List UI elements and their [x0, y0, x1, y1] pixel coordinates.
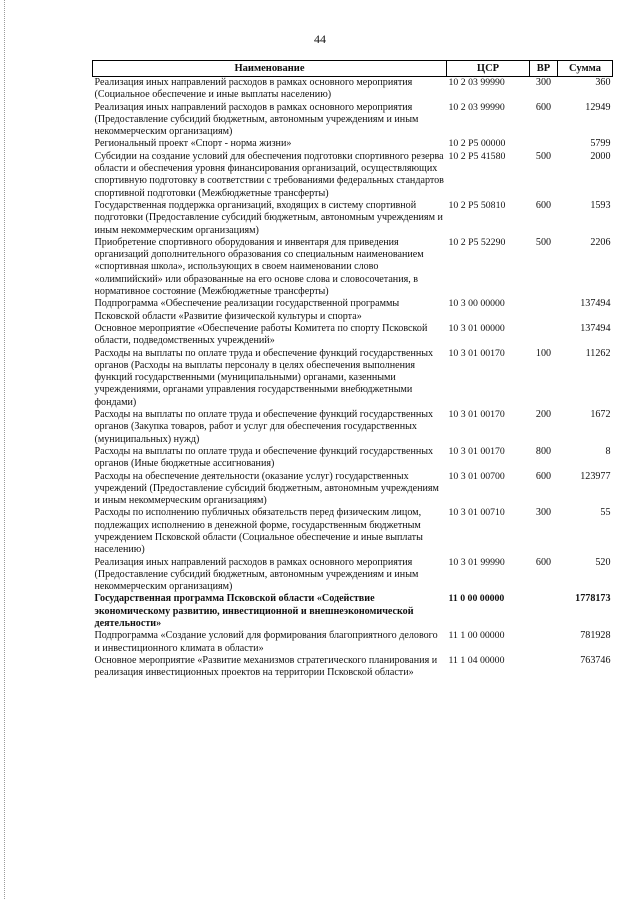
table-row: [93, 77, 613, 102]
row-code: 11 1 04 00000: [448, 654, 505, 666]
row-name: Государственная поддержка организаций, входящих в систему спортивной подготовки (Предоставление субсидий бюджетным, автономным учреждениям и иным некоммерческим организациям): [94, 199, 443, 236]
table-header-row: [93, 61, 613, 77]
page-number: 44: [314, 32, 326, 46]
row-code: 10 2 P5 50810: [448, 199, 506, 211]
row-sum: 137494: [580, 298, 611, 310]
header-name: Наименование: [93, 61, 447, 77]
table-row: [93, 655, 613, 680]
row-vr: [530, 138, 558, 150]
row-sum: 8: [605, 445, 611, 457]
header-vr: ВР: [530, 61, 558, 77]
table-row: [93, 507, 613, 556]
row-vr: 100: [535, 347, 552, 359]
row-name: Расходы по исполнению публичных обязательств перед физическим лицом, подлежащих исполнению в денежной форме, государственным бюджетным учреждением Псковской области (Социальное обеспечение и иные выплаты населению): [94, 507, 423, 556]
table-row: [93, 151, 613, 200]
row-sum: 1672: [590, 409, 611, 421]
row-name: Приобретение спортивного оборудования и инвентаря для приведения организаций дополнительного образования со специальным наименованием «спортивная школа», использующих в своем наименовании слово «олимпийский» или образованные на его основе слова и словосочетания, в нормативное состояние (Межбюджетные трансферты): [94, 236, 424, 298]
row-vr: 300: [535, 77, 552, 88]
row-vr: 300: [535, 507, 552, 519]
row-sum: 12949: [585, 101, 611, 113]
row-code: 10 2 P5 00000: [448, 138, 506, 150]
row-sum: 11262: [585, 347, 611, 359]
row-vr: [530, 655, 558, 680]
table-row: [93, 138, 613, 150]
row-vr: 800: [535, 445, 552, 457]
row-vr: 600: [535, 556, 552, 568]
row-code: 10 2 P5 52290: [448, 236, 506, 248]
row-code: 10 3 01 99990: [448, 556, 505, 568]
row-code: 11 0 00 00000: [448, 593, 505, 605]
row-name: Реализация иных направлений расходов в рамках основного мероприятия (Предоставление субсидий бюджетным, автономным учреждениям и иным некоммерческим организациям): [94, 101, 419, 138]
row-sum: 781928: [580, 630, 611, 642]
row-vr: [530, 593, 558, 630]
row-code: 10 3 01 00000: [448, 322, 505, 334]
row-sum: 123977: [580, 470, 611, 482]
row-sum: 520: [595, 556, 611, 568]
row-name: Расходы на обеспечение деятельности (оказание услуг) государственных учреждений (Предоставление субсидий бюджетным, автономным учреждениям и иным некоммерческим организациям): [94, 470, 439, 507]
row-name: Основное мероприятие «Обеспечение работы Комитета по спорту Псковской области, подведомственных учреждений»: [94, 322, 428, 347]
row-name: Реализация иных направлений расходов в рамках основного мероприятия (Предоставление субсидий бюджетным, автономным учреждениям и иным некоммерческим организациям): [94, 556, 419, 593]
table-row: [93, 348, 613, 409]
table-row: [93, 237, 613, 298]
row-name: Подпрограмма «Обеспечение реализации государственной программы Псковской области «Развитие физической культуры и спорта»: [94, 298, 400, 322]
table-row: [93, 630, 613, 655]
row-code: 10 3 01 00170: [448, 409, 505, 421]
table-row: [93, 323, 613, 348]
table-row: [93, 102, 613, 139]
row-code: 10 3 01 00170: [448, 445, 505, 457]
row-name: Подпрограмма «Создание условий для формирования благоприятного делового и инвестиционного климата в области»: [94, 630, 438, 654]
row-code: 10 2 P5 41580: [448, 150, 506, 162]
row-sum: 55: [600, 507, 611, 519]
row-vr: [530, 298, 558, 323]
row-sum: 137494: [580, 322, 611, 334]
row-sum: 5799: [590, 138, 611, 150]
row-name: Расходы на выплаты по оплате труда и обеспечение функций государственных органов (Иные бюджетные ассигнования): [94, 445, 434, 470]
row-code: 10 3 01 00710: [448, 507, 505, 519]
row-vr: 500: [535, 150, 552, 162]
table-row: [93, 557, 613, 594]
table-row: [93, 298, 613, 323]
row-vr: 600: [535, 470, 552, 482]
row-code: 10 2 03 99990: [448, 77, 505, 88]
row-name: Государственная программа Псковской области «Содействие экономическому развитию, инвестиционной и внешнеэкономической деятельности»: [94, 593, 414, 630]
row-vr: 500: [535, 236, 552, 248]
header-code: ЦСР: [447, 61, 530, 77]
row-sum: 1593: [590, 199, 611, 211]
row-name: Основное мероприятие «Развитие механизмов стратегического планирования и реализация инвестиционных проектов на территории Псковской области»: [94, 654, 438, 679]
scan-edge-line: [4, 0, 6, 899]
row-sum: 1778173: [575, 593, 611, 605]
row-code: 11 1 00 00000: [448, 630, 505, 642]
row-code: 10 2 03 99990: [448, 101, 505, 113]
table-row: [93, 593, 613, 630]
row-vr: 200: [535, 409, 552, 421]
table-row: [93, 446, 613, 471]
table-row: [93, 409, 613, 446]
row-name: Расходы на выплаты по оплате труда и обеспечение функций государственных органов (Расходы на выплаты персоналу в целях обеспечения выполнения функций государственными (муниципальными) органами, казенными учреждениями, органами управления государственными внебюджетными фондами): [94, 347, 434, 408]
row-vr: 600: [535, 199, 552, 211]
row-sum: 360: [595, 77, 611, 88]
row-code: 10 3 01 00170: [448, 347, 505, 359]
row-sum: 2000: [590, 150, 611, 162]
row-vr: 600: [535, 101, 552, 113]
row-vr: [530, 323, 558, 348]
row-sum: 2206: [590, 236, 611, 248]
row-code: 10 3 01 00700: [448, 470, 505, 482]
table-row: [93, 471, 613, 508]
table-row: [93, 200, 613, 237]
row-name: Расходы на выплаты по оплате труда и обеспечение функций государственных органов (Закупка товаров, работ и услуг для обеспечения государственных (муниципальных) нужд): [94, 409, 434, 445]
row-vr: [530, 630, 558, 655]
row-name: Субсидии на создание условий для обеспечения подготовки спортивного резерва области и обеспечения уровня финансирования организаций, осуществляющих спортивную подготовку в соответствии с требованиями федеральных стандартов спортивной подготовки (Межбюджетные трансферты): [94, 150, 444, 199]
row-sum: 763746: [580, 654, 611, 666]
row-code: 10 3 00 00000: [448, 298, 505, 310]
row-name: Региональный проект «Спорт - норма жизни»: [94, 138, 292, 150]
header-sum: Сумма: [558, 61, 613, 77]
row-name: Реализация иных направлений расходов в рамках основного мероприятия (Социальное обеспечение и иные выплаты населению): [94, 77, 413, 101]
budget-table: [92, 60, 613, 680]
